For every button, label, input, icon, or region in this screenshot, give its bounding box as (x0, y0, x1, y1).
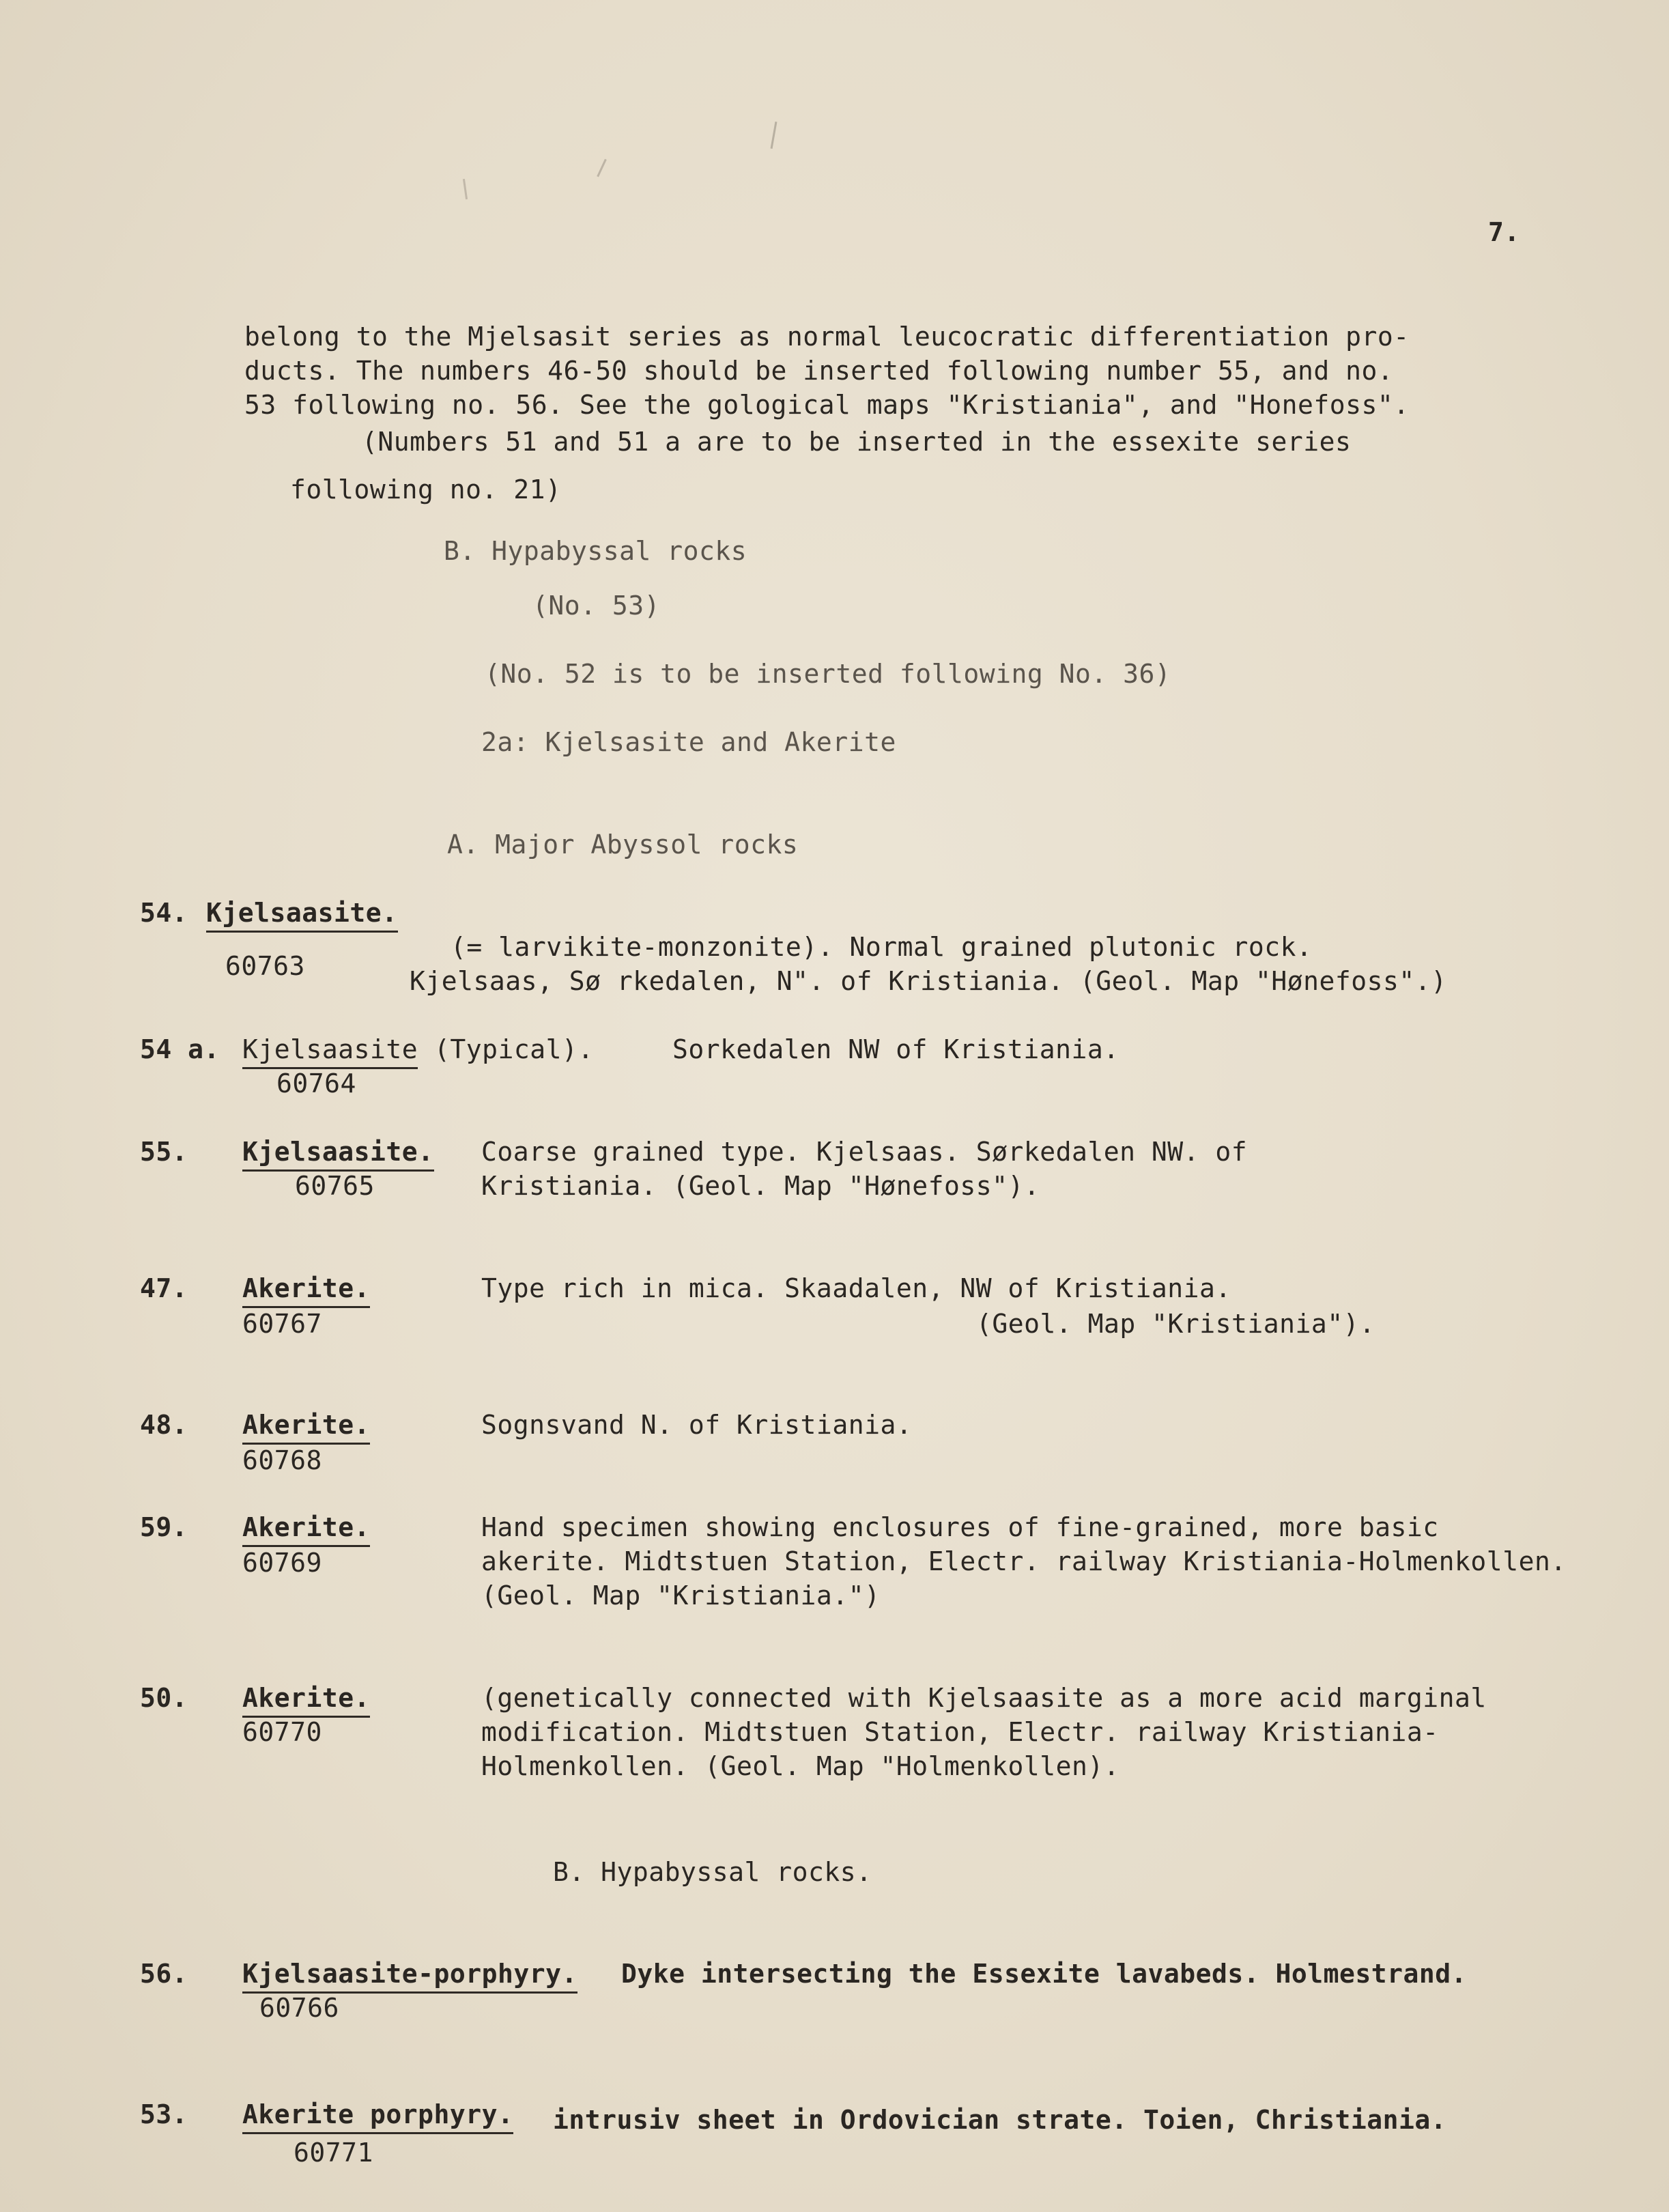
entry-number: 59. (140, 1512, 188, 1542)
pencil-mark (463, 179, 468, 199)
pencil-mark (771, 122, 778, 149)
entry-name: Akerite. (242, 1681, 370, 1718)
entry-name: Kjelsaasite (242, 1032, 418, 1069)
entry-catalog: 60769 (242, 1548, 322, 1578)
entry-text: modification. Midtstuen Station, Electr. railway Kristiania- (481, 1717, 1439, 1747)
entry-number: 48. (140, 1410, 188, 1440)
entry-catalog: 60770 (242, 1717, 322, 1747)
entry-catalog: 60768 (242, 1445, 322, 1475)
entry-name: Kjelsaasite-porphyry. (242, 1957, 577, 1994)
entry-text: Holmenkollen. (Geol. Map "Holmenkollen). (481, 1751, 1120, 1781)
entry-number: 54 a. (140, 1034, 220, 1064)
page-number: 7. (1488, 217, 1520, 247)
entry-name: Akerite. (242, 1408, 370, 1445)
section-note: (No. 52 is to be inserted following No. 36) (485, 659, 1171, 689)
entry-text: Kjelsaas, Sø rkedalen, N". of Kristiania. (Geol. Map "Hønefoss".) (410, 966, 1447, 996)
intro-line: belong to the Mjelsasit series as normal leucocratic differentiation pro- (244, 322, 1410, 352)
entry-name: Akerite porphyry. (242, 2097, 513, 2134)
entry-catalog: 60766 (259, 1993, 339, 2023)
group-heading: 2a: Kjelsasite and Akerite (481, 727, 896, 757)
entry-catalog: 60765 (295, 1171, 375, 1201)
entry-number: 50. (140, 1683, 188, 1713)
section-note: (No. 53) (532, 591, 661, 621)
entry-number: 56. (140, 1959, 188, 1989)
entry-number: 47. (140, 1273, 188, 1303)
entry-text: Type rich in mica. Skaadalen, NW of Kristiania. (481, 1273, 1231, 1303)
entry-name: Akerite. (242, 1271, 370, 1308)
entry-text: Sorkedalen NW of Kristiania. (672, 1034, 1119, 1064)
entry-number: 53. (140, 2099, 188, 2129)
entry-catalog: 60764 (276, 1068, 356, 1098)
section-heading: A. Major Abyssol rocks (447, 830, 799, 860)
entry-text: akerite. Midtstuen Station, Electr. railway Kristiania-Holmenkollen. (481, 1546, 1567, 1576)
entry-catalog: 60771 (294, 2138, 373, 2168)
section-heading: B. Hypabyssal rocks. (553, 1857, 872, 1887)
entry-text: Sognsvand N. of Kristiania. (481, 1410, 913, 1440)
entry-text: (genetically connected with Kjelsaasite as a more acid marginal (481, 1683, 1487, 1713)
entry-text: (Geol. Map "Kristiania.") (481, 1580, 881, 1611)
intro-line: (Numbers 51 and 51 a are to be inserted in the essexite series (362, 427, 1352, 457)
entry-name: Kjelsaasite. (242, 1135, 434, 1172)
intro-line: 53 following no. 56. See the gological maps "Kristiania", and "Honefoss". (244, 390, 1410, 420)
entry-text: intrusiv sheet in Ordovician strate. Toien, Christiania. (553, 2105, 1447, 2135)
entry-text: Coarse grained type. Kjelsaas. Sørkedalen NW. of (481, 1137, 1248, 1167)
entry-number: 55. (140, 1137, 188, 1167)
entry-text: Hand specimen showing enclosures of fine-grained, more basic (481, 1512, 1439, 1542)
entry-number: 54. (140, 898, 188, 928)
entry-text: (Geol. Map "Kristiania"). (976, 1309, 1375, 1339)
entry-name: Akerite. (242, 1510, 370, 1547)
section-heading: B. Hypabyssal rocks (444, 536, 747, 566)
pencil-mark (597, 159, 607, 178)
intro-line: ducts. The numbers 46-50 should be inserted following number 55, and no. (244, 356, 1394, 386)
intro-line: following no. 21) (290, 474, 562, 505)
entry-catalog: 60767 (242, 1309, 322, 1339)
entry-text: Dyke intersecting the Essexite lavabeds. Holmestrand. (621, 1959, 1468, 1989)
entry-text: Kristiania. (Geol. Map "Hønefoss"). (481, 1171, 1040, 1201)
entry-name: Kjelsaasite. (206, 896, 398, 933)
entry-catalog: 60763 (225, 951, 305, 981)
entry-text: (= larvikite-monzonite). Normal grained plutonic rock. (451, 932, 1313, 962)
entry-name-suffix: (Typical). (434, 1034, 594, 1064)
